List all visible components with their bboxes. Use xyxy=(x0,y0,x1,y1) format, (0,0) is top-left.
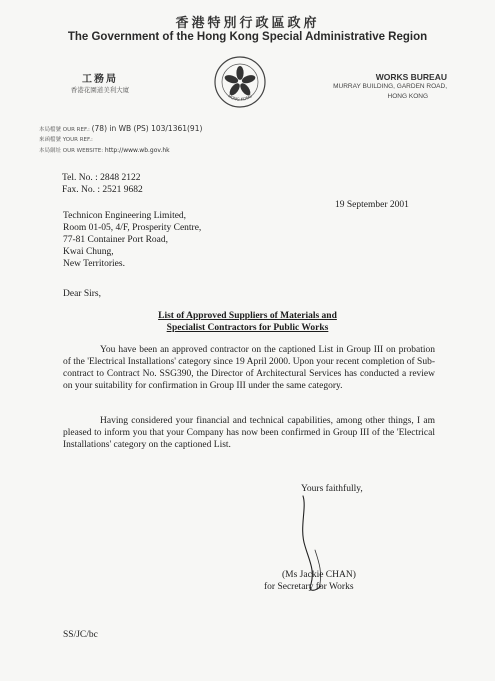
signatory-name: (Ms Jackie CHAN) xyxy=(282,570,356,580)
our-ref-row xyxy=(39,124,202,133)
emblem-text: HONG KONG xyxy=(227,93,253,102)
recipient-line: Technicon Engineering Limited, xyxy=(63,211,187,221)
recipient-line: 77-81 Container Port Road, xyxy=(63,235,169,245)
reference-initials: SS/JC/bc xyxy=(63,630,98,640)
subject-line1: List of Approved Suppliers of Materials and xyxy=(158,311,337,321)
your-ref-row xyxy=(39,135,93,143)
website-row xyxy=(39,146,170,154)
salutation: Dear Sirs, xyxy=(63,289,101,299)
our-ref-value: (78) in WB (PS) 103/1361(91) xyxy=(91,124,203,133)
signatory-title: for Secretary for Works xyxy=(264,582,354,592)
bureau-english-name: WORKS BUREAU xyxy=(375,72,447,82)
body-paragraph: You have been an approved contractor on the captioned List in Group III on probation of the 'Electrical Installations' category since 19 April 2000. Upon your recent completion of Sub-contract to Contract No. SSG390, the Director of Architectural Services has conducted a review on your suitability for confirmation in Group III under the same category. xyxy=(63,345,435,391)
bureau-address-line2: HONG KONG xyxy=(387,93,428,100)
bureau-chinese-address: 香港花園道美利大廈 xyxy=(70,86,130,94)
english-government-title: The Government of the Hong Kong Special Administrative Region xyxy=(67,31,428,43)
recipient-line: Room 01-05, 4/F, Prosperity Centre, xyxy=(63,223,202,233)
hksar-emblem-icon xyxy=(213,55,267,109)
telephone-number: Tel. No. : 2848 2122 xyxy=(62,173,141,183)
bureau-chinese-name: 工務局 xyxy=(82,74,118,85)
recipient-line: New Territories. xyxy=(63,259,125,269)
our-ref-label: 本局檔號 OUR REF.: xyxy=(39,127,90,133)
closing: Yours faithfully, xyxy=(301,484,363,494)
body-paragraph: Having considered your financial and technical capabilities, among other things, I am pleased to inform you that your Company has now been confirmed in Group III of the 'Electrical Installations' category on the captioned List. xyxy=(63,416,435,450)
recipient-line: Kwai Chung, xyxy=(63,247,114,257)
bureau-address-line1: MURRAY BUILDING, GARDEN ROAD, xyxy=(333,83,447,90)
website-link[interactable]: http://www.wb.gov.hk xyxy=(104,147,170,154)
your-ref-label: 來函檔號 YOUR REF.: xyxy=(39,137,93,143)
subject-line2: Specialist Contractors for Public Works xyxy=(166,323,329,333)
chinese-government-title: 香港特別行政區政府 xyxy=(175,16,320,31)
fax-number: Fax. No. : 2521 9682 xyxy=(62,185,143,195)
letter-date: 19 September 2001 xyxy=(335,200,409,210)
website-label: 本局網址 OUR WEBSITE: xyxy=(39,148,104,154)
